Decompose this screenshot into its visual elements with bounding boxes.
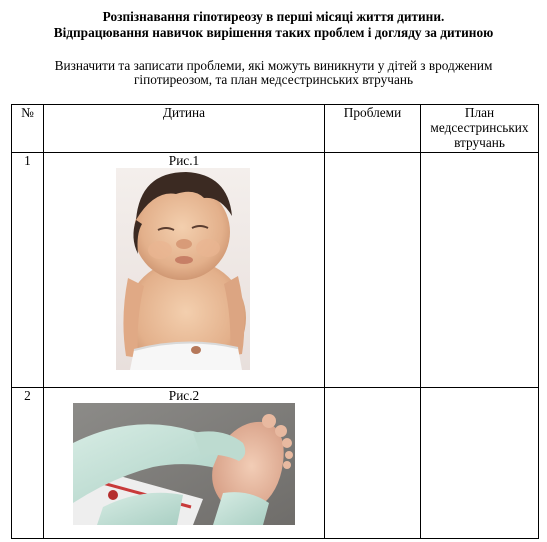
table-row	[12, 153, 539, 388]
plan-cell[interactable]	[421, 153, 539, 388]
table-header-row	[12, 105, 539, 153]
figure-label: Рис.1	[168, 153, 200, 168]
row-number: 2	[12, 388, 44, 539]
title-line-1: Розпізнавання гіпотиреозу в перші місяці життя дитини.	[102, 9, 445, 24]
problems-cell[interactable]	[325, 153, 421, 388]
figure-label: Рис.2	[168, 388, 200, 403]
child-cell	[44, 153, 325, 388]
task-line-1: Визначити та записати проблеми, які можуть виникнути у дітей з вродженим	[54, 58, 493, 73]
header-number: №	[12, 105, 44, 153]
table-row	[12, 388, 539, 539]
header-problems: Проблеми	[325, 105, 421, 153]
problems-cell[interactable]	[325, 388, 421, 539]
header-child: Дитина	[44, 105, 325, 153]
plan-cell[interactable]	[421, 388, 539, 539]
child-cell	[44, 388, 325, 539]
heel-prick-photo	[73, 403, 295, 525]
title-line-2: Відпрацювання навичок вирішення таких проблем і догляду за дитиною	[53, 25, 494, 40]
task-line-2: гіпотиреозом, та план медсестринських втручань	[133, 72, 414, 87]
infant-photo	[116, 168, 250, 370]
header-plan-line-1: План	[464, 105, 495, 120]
header-plan-line-3: втручань	[454, 135, 505, 150]
task-description	[0, 59, 547, 87]
worksheet-table	[11, 104, 539, 539]
document-title	[0, 9, 547, 41]
row-number: 1	[12, 153, 44, 388]
header-plan	[421, 105, 539, 153]
header-plan-line-2: медсестринських	[430, 120, 529, 135]
